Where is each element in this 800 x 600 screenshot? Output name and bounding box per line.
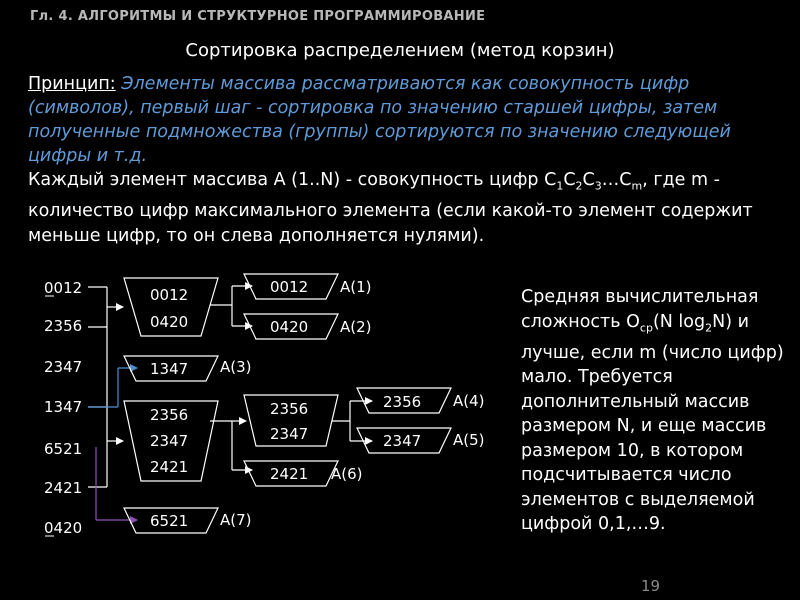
input-item: 2347 [44, 358, 83, 376]
bucket-item: 6521 [150, 512, 189, 530]
label-a3: A(3) [220, 358, 252, 376]
bucket-item: 0420 [270, 318, 309, 336]
complexity-text2: (N log [652, 311, 706, 332]
principle-label: Принцип: [28, 74, 116, 94]
bucket-04 [244, 314, 372, 339]
input-item: 6521 [44, 440, 83, 458]
bucket-item: 1347 [150, 360, 189, 378]
sub-2: 2 [575, 179, 583, 193]
input-item: 0420 [44, 519, 83, 537]
digit-cm: …C [601, 170, 632, 190]
input-array [44, 279, 82, 537]
page-number: 19 [641, 577, 661, 595]
bucket0-links [210, 286, 252, 326]
slide-title: Сортировка распределением (метод корзин) [185, 40, 615, 61]
bucket-0 [124, 278, 218, 336]
bucket-item: 2356 [383, 393, 422, 411]
description-part2: , где m - количество цифр максимального элемента (если какой-то элемент содержит меньше цифр, то он слева дополняется нулями). [28, 170, 753, 246]
bucket-item: 2356 [150, 406, 189, 424]
label-a1: A(1) [340, 278, 372, 296]
chapter-header: Гл. 4. АЛГОРИТМЫ И СТРУКТУРНОЕ ПРОГРАММИРОВАНИЕ [30, 9, 486, 24]
bucket-item: 2347 [150, 432, 189, 450]
bucket-item: 2347 [383, 432, 422, 450]
sub-3: 3 [594, 179, 602, 193]
bucket-item: 0012 [270, 278, 309, 296]
bucket-1 [124, 356, 252, 381]
sub-m: m [631, 179, 643, 193]
bucket-item: 2347 [270, 425, 309, 443]
bucket-item: 2356 [270, 400, 309, 418]
bucket-6 [124, 508, 252, 533]
bucket-234 [357, 428, 485, 453]
bucket-item: 2421 [150, 458, 189, 476]
bucket-00 [244, 274, 372, 299]
sub-1: 1 [556, 179, 564, 193]
label-a6: A(6) [331, 465, 363, 483]
bucket-23 [244, 395, 338, 446]
input-item: 0012 [44, 279, 83, 297]
purple-link [96, 447, 137, 520]
bucket-item: 0420 [150, 313, 189, 331]
bucket-item: 2421 [270, 465, 309, 483]
complexity-sub-avg: ср [639, 321, 653, 334]
input-item: 2421 [44, 479, 83, 497]
bucket-2 [124, 401, 218, 481]
complexity-text3: N) и лучше, если m (число цифр) мало. Требуется дополнительный массив размером N, и еще массив размером 10, в котором подсчитывается число элементов с выделяемой цифрой 0,1,…9. [521, 311, 784, 534]
digit-c2: C [563, 170, 576, 190]
digit-c3: C [582, 170, 595, 190]
label-a4: A(4) [453, 392, 485, 410]
label-a5: A(5) [453, 431, 485, 449]
bucket-235 [357, 388, 485, 413]
label-a2: A(2) [340, 318, 372, 336]
principle-text: Элементы массива рассматриваются как совокупность цифр (символов), первый шаг - сортировка по значению старшей цифры, затем полученные подмножества (группы) сортируются по значению следующей цифры и т.д. [28, 74, 731, 166]
complexity-sub-log: 2 [705, 321, 713, 334]
description-part1: Каждый элемент массива A (1..N) - совокупность цифр C [28, 170, 557, 190]
label-a7: A(7) [220, 511, 252, 529]
bucket-24 [244, 461, 363, 486]
bucket-item: 0012 [150, 286, 189, 304]
bucket2-links [210, 421, 252, 470]
complexity-text1: Средняя вычислительная сложность O [521, 287, 759, 332]
input-item: 1347 [44, 398, 83, 416]
input-item: 2356 [44, 317, 83, 335]
